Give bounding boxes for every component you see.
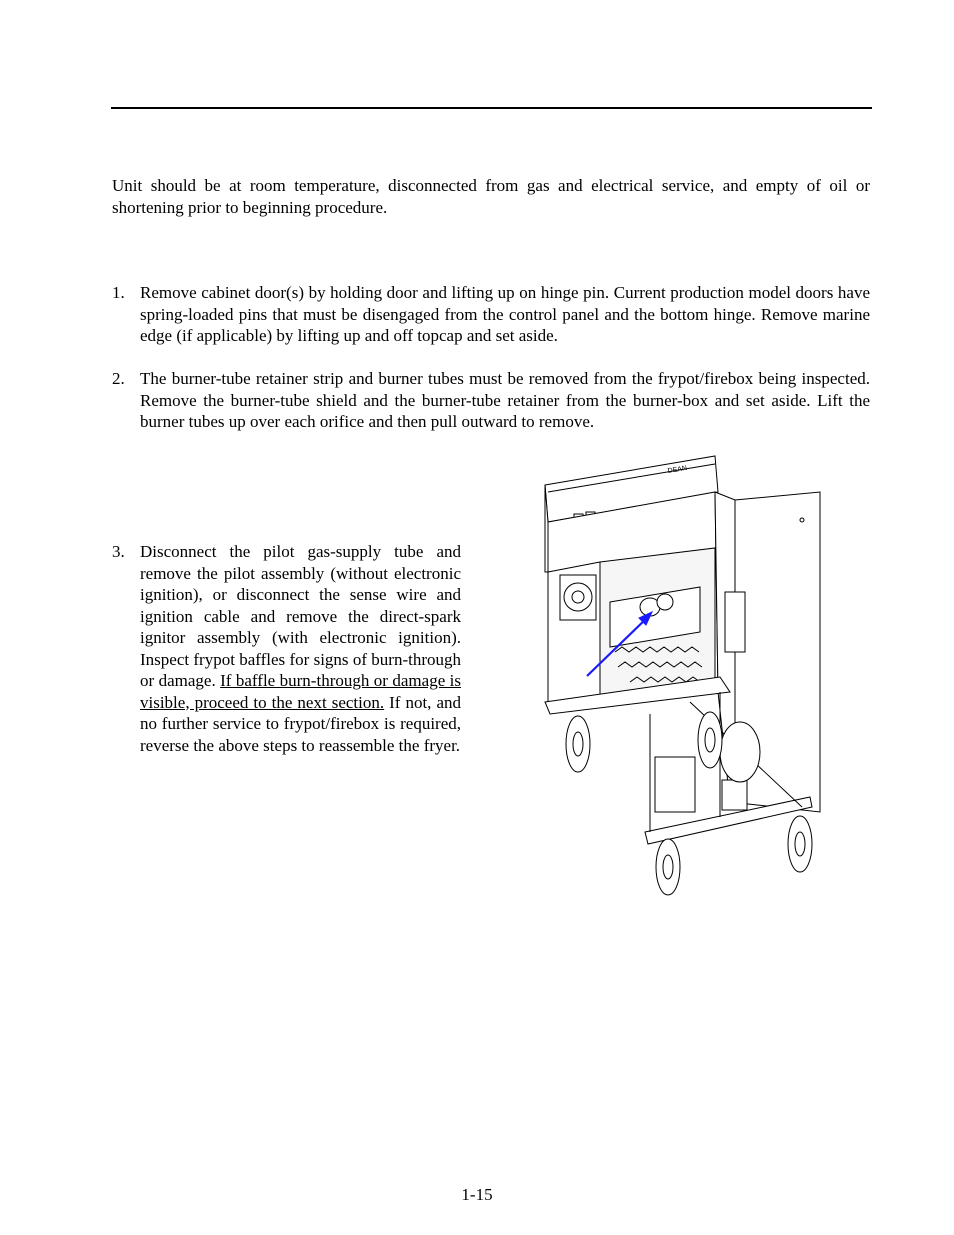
step-number: 1. bbox=[112, 283, 125, 302]
step-text bbox=[140, 541, 461, 756]
underlined-warning: If baffle burn-through or damage is visible, proceed to the next section. bbox=[140, 671, 462, 712]
fryer-diagram bbox=[540, 452, 822, 902]
step-number: 2. bbox=[112, 369, 125, 388]
step-text: Remove cabinet door(s) by holding door and lifting up on hinge pin. Current production model doors have spring-loaded pins that must be disengaged from the control panel and the bottom hinge. Remove marine edge (if applicable) by lifting up and off topcap and set aside. bbox=[140, 283, 870, 345]
step-text-part: If not, and no further service to frypot/firebox is required, reverse the above steps to reassemble the fryer. bbox=[140, 692, 461, 755]
step-text-part: Disconnect the pilot gas-supply tube and remove the pilot assembly (without electronic ignition), or disconnect the sense wire and ignition cable and remove the direct-spark ignitor assembly (with electronic ignition). Inspect frypot baffles for signs of burn-through or damage. bbox=[140, 542, 461, 690]
header-rule bbox=[111, 107, 872, 109]
step-text: The burner-tube retainer strip and burner tubes must be removed from the frypot/firebox being inspected. Remove the burner-tube shield and the burner-tube retainer from the burner-box and set aside. Lift the burner tubes up over each orifice and then pull outward to remove. bbox=[140, 369, 870, 431]
step-number: 3. bbox=[112, 542, 125, 561]
brand-label: DEAN bbox=[667, 465, 688, 475]
intro-paragraph: Unit should be at room temperature, disconnected from gas and electrical service, and empty of oil or shortening prior to beginning procedure. bbox=[112, 176, 870, 217]
page-number: 1-15 bbox=[461, 1185, 493, 1204]
